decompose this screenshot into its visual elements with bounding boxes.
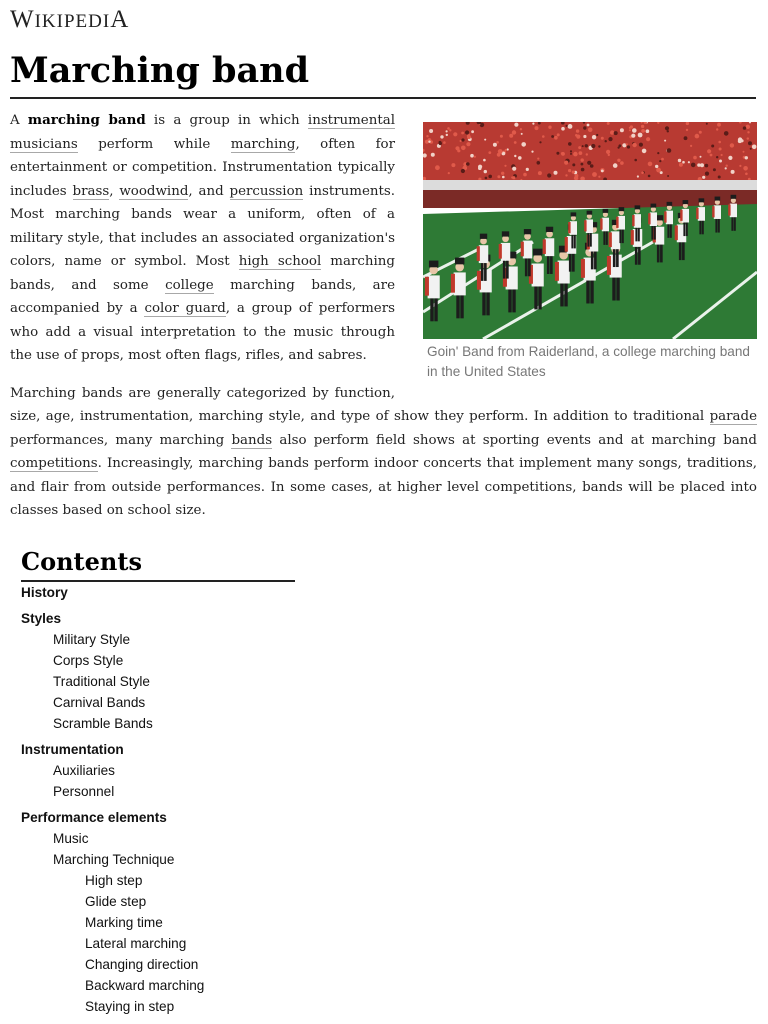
article-bold-term: marching band <box>27 112 146 128</box>
toc-item-marking-time[interactable]: Marking time <box>85 915 163 930</box>
toc-item-military-style[interactable] <box>21 629 295 650</box>
article-text: , and <box>188 183 230 199</box>
article-link[interactable]: color guard <box>144 301 226 316</box>
article-figure <box>423 122 757 382</box>
wordmark-middle: IKIPEDI <box>34 11 111 32</box>
toc-item-scramble-bands[interactable] <box>21 713 295 734</box>
article-text: , <box>109 183 120 199</box>
article-text: also perform field shows at sporting events and at marching band <box>272 432 757 448</box>
page-title: Marching band <box>10 50 756 99</box>
toc-item-traditional-style[interactable] <box>21 671 295 692</box>
wordmark-first: W <box>10 6 35 33</box>
toc-item-lateral-marching[interactable]: Lateral marching <box>85 936 187 951</box>
toc-item-changing-direction[interactable]: Changing direction <box>85 957 199 972</box>
toc-item-label: Corps Style <box>53 653 124 668</box>
toc-list <box>21 582 295 1017</box>
toc-item-staying-in-step[interactable]: Staying in step <box>85 999 175 1014</box>
toc-item-label: Personnel <box>53 784 115 799</box>
toc-item-auxiliaries[interactable] <box>21 760 295 781</box>
toc-item-label: Marching Technique <box>53 852 175 867</box>
photo-stands-rail <box>423 180 757 190</box>
toc-item-label: Styles <box>21 611 62 626</box>
intro-paragraph-2 <box>10 382 757 523</box>
article-link[interactable]: high school <box>238 254 322 269</box>
article-link[interactable]: woodwind <box>119 183 189 199</box>
toc-item-personnel[interactable] <box>21 781 295 802</box>
article-link[interactable]: instrumental musicians <box>10 113 395 152</box>
article-text: . Increasingly, marching bands perform indoor concerts that implement many songs, traditions, and flair from outside performances. In some cases, at higher level competitions, bands will be placed into classes based on school size. <box>10 456 757 518</box>
article-link[interactable]: percussion <box>229 183 304 199</box>
article-link[interactable]: brass <box>72 183 110 199</box>
article-link[interactable]: competitions <box>10 456 98 471</box>
toc-item-styles[interactable] <box>21 608 295 734</box>
toc-item-label: Scramble Bands <box>53 716 153 731</box>
toc-item-music[interactable] <box>21 828 295 849</box>
article-link[interactable]: bands <box>231 432 273 448</box>
toc-item-label: Military Style <box>53 632 131 647</box>
toc-item-label: Carnival Bands <box>53 695 146 710</box>
article-link[interactable]: college <box>165 277 214 293</box>
figure-caption: Goin' Band from Raiderland, a college marching band in the United States <box>427 344 750 379</box>
toc-item-history[interactable] <box>21 582 295 603</box>
photo-wall <box>423 190 757 208</box>
article-text: , often for entertainment or competition. Instrumentation typically includes <box>10 136 395 199</box>
article-text: , a group of performers who add a visual interpretation to the music through the use of props, most often flags, rifles, and sabres. <box>10 301 395 363</box>
toc-item-marching-technique[interactable] <box>21 849 295 1017</box>
article-link[interactable]: parade <box>709 409 757 424</box>
toc-item-high-step[interactable]: High step <box>85 873 143 888</box>
toc-item-label: Instrumentation <box>21 742 124 757</box>
toc-item-label: History <box>21 585 68 600</box>
article-text: marching bands, are accompanied by a <box>10 277 395 316</box>
toc-item-backward-marching[interactable]: Backward marching <box>85 978 205 993</box>
marching-band-photo[interactable] <box>423 122 757 339</box>
article-text: performances, many marching <box>10 432 232 448</box>
article-text: perform while <box>77 136 231 152</box>
article-body <box>10 109 757 537</box>
article-text: Marching bands are generally categorized by function, size, age, instrumentation, marching style, and type of show they perform. In addition to traditional <box>10 385 710 424</box>
toc-item-label: Performance elements <box>21 810 167 825</box>
toc-title: Contents <box>21 547 295 582</box>
table-of-contents <box>21 547 295 1017</box>
wordmark-last: A <box>110 6 130 33</box>
toc-item-label: Auxiliaries <box>53 763 115 778</box>
toc-item-label: Music <box>53 831 89 846</box>
toc-item-carnival-bands[interactable] <box>21 692 295 713</box>
wikipedia-wordmark[interactable] <box>10 6 129 34</box>
article-text: A <box>10 113 28 128</box>
toc-item-label: Traditional Style <box>53 674 150 689</box>
article-link[interactable]: marching <box>230 136 296 152</box>
toc-item-instrumentation[interactable] <box>21 739 295 802</box>
article-text: is a group in which <box>145 113 308 128</box>
toc-item-performance-elements[interactable] <box>21 807 295 1017</box>
toc-item-glide-step[interactable]: Glide step <box>85 894 147 909</box>
article-text: marching bands, and some <box>10 254 395 293</box>
toc-item-corps-style[interactable] <box>21 650 295 671</box>
article-text: instruments. Most marching bands wear a uniform, often of a military style, that includes an associated organization's colors, name or symbol. Most <box>10 183 396 269</box>
